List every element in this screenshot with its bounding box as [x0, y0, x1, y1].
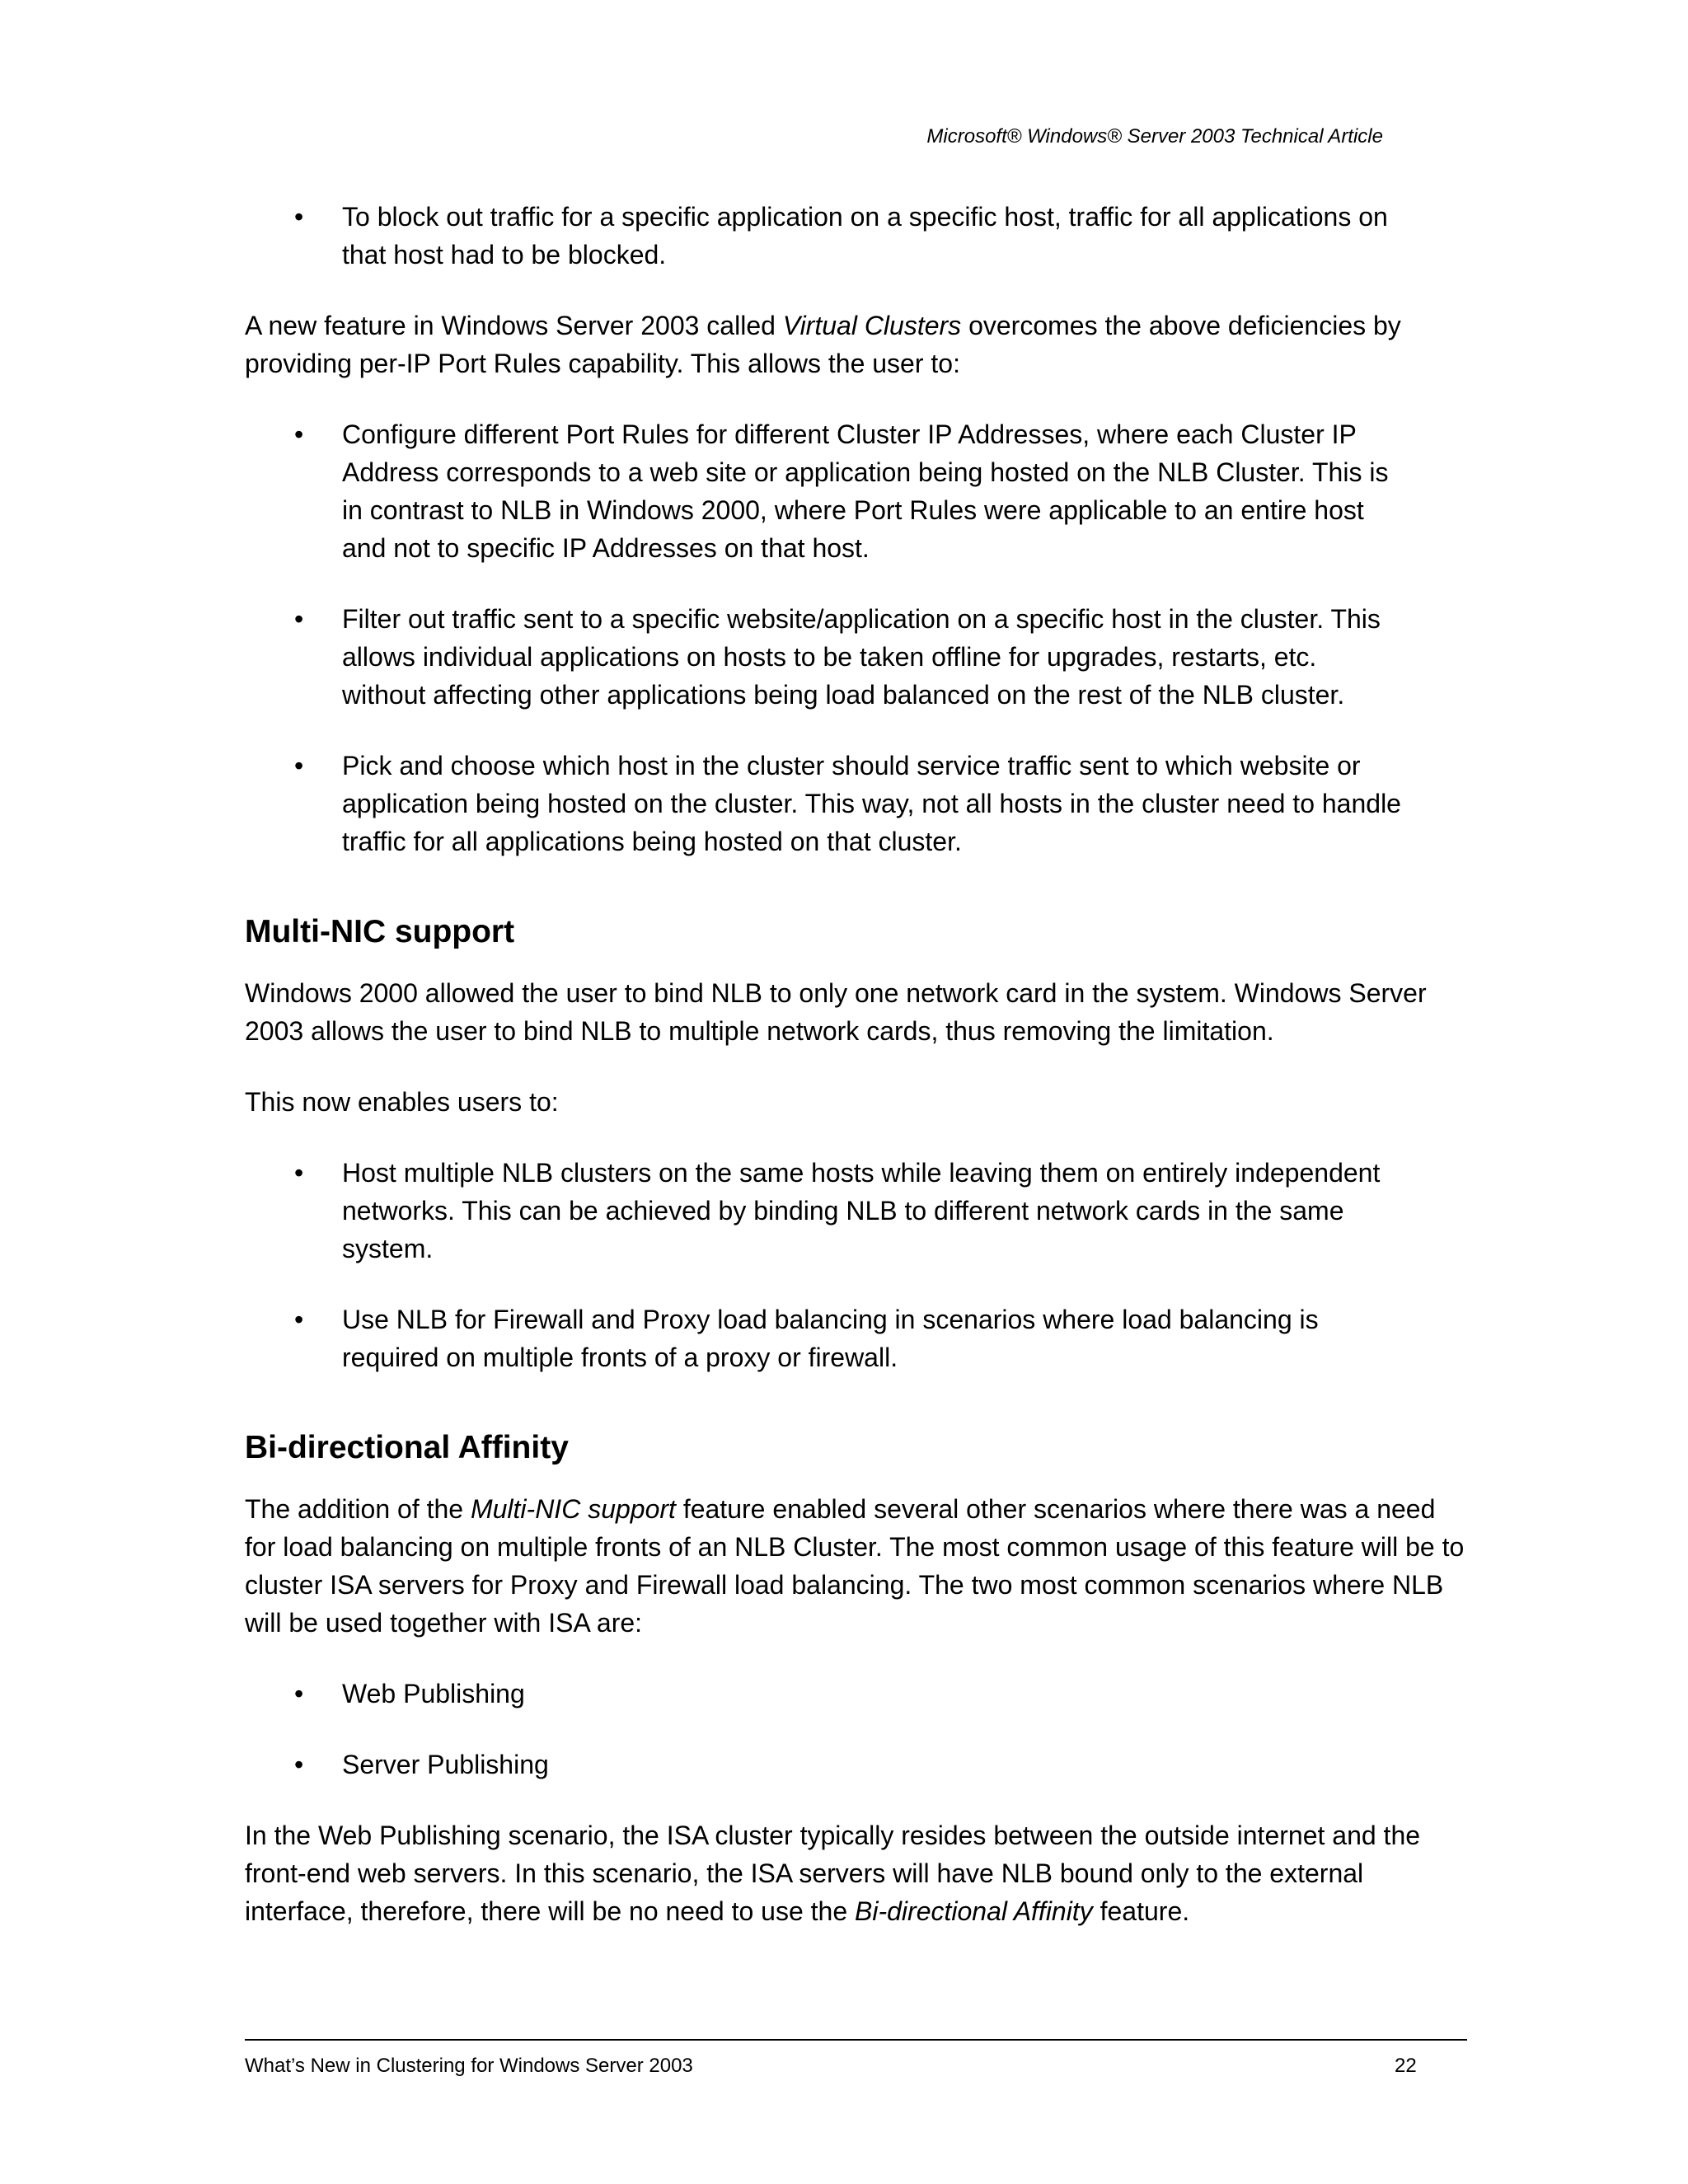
intro-paragraph: [245, 307, 1473, 382]
section-heading-multi-nic: Multi-NIC support: [245, 914, 515, 949]
list-item-text: Server Publishing: [342, 1750, 549, 1779]
bullet-icon: •: [294, 604, 304, 634]
list-item-text: Pick and choose which host in the cluster should service traffic sent to which website or application being hosted on the cluster. This way, not all hosts in the cluster need to handle traffic for all applications being hosted on that cluster.: [342, 751, 1401, 856]
list-item: [245, 198, 1473, 274]
list-item-text: Host multiple NLB clusters on the same hosts while leaving them on entirely independent networks. This can be achieved by binding NLB to different network cards in the same system.: [342, 1158, 1381, 1263]
bullet-icon: •: [294, 1679, 304, 1708]
page-body: [245, 198, 1473, 1963]
list-item-text: Filter out traffic sent to a specific website/application on a specific host in the cluster. This allows individual applications on hosts to be taken offline for upgrades, restarts, etc. without affecting other applications being load balanced on the rest of the NLB cluster.: [342, 604, 1381, 710]
list-item-text: Use NLB for Firewall and Proxy load balancing in scenarios where load balancing is required on multiple fronts of a proxy or firewall.: [342, 1305, 1319, 1372]
bullet-list-virtual-clusters: [245, 415, 1473, 860]
web-text-start: In the Web Publishing scenario, the ISA cluster typically resides between the outside internet and the front-end web servers. In this scenario, the ISA servers will have NLB bound only to the external interface, therefore, there will be no need to use the: [245, 1821, 1421, 1926]
bullet-list-top: [245, 198, 1473, 274]
list-item: [245, 1301, 1473, 1376]
list-item-text: To block out traffic for a specific application on a specific host, traffic for all applications on that host had to be blocked.: [342, 202, 1388, 269]
list-item: [245, 1746, 1473, 1783]
bi-emphasis: Multi-NIC support: [470, 1494, 676, 1524]
bullet-icon: •: [294, 419, 304, 449]
list-item: [245, 415, 1473, 567]
bullet-icon: •: [294, 202, 304, 232]
footer-doc-title: What’s New in Clustering for Windows Server 2003: [245, 2055, 693, 2077]
web-text-end: feature.: [1092, 1896, 1190, 1926]
multi-nic-paragraph: Windows 2000 allowed the user to bind NLB to only one network card in the system. Windows Server 2003 allows the user to bind NLB to multiple network cards, thus removing the limitation.: [245, 978, 1427, 1046]
bullet-icon: •: [294, 751, 304, 780]
intro-text-start: A new feature in Windows Server 2003 called: [245, 311, 783, 340]
list-item: [245, 747, 1473, 860]
multi-nic-lead-in: This now enables users to:: [245, 1087, 559, 1117]
intro-text-end: overcomes the above deficiencies by providing per-IP Port Rules capability. This allows the user to:: [245, 311, 1401, 378]
bullet-icon: •: [294, 1305, 304, 1334]
web-emphasis: Bi-directional Affinity: [855, 1896, 1093, 1926]
bullet-icon: •: [294, 1750, 304, 1779]
list-item: [245, 600, 1473, 714]
bi-text-start: The addition of the: [245, 1494, 471, 1524]
page-number: 22: [1395, 2055, 1417, 2077]
running-header: Microsoft® Windows® Server 2003 Technical Article: [926, 125, 1383, 148]
list-item: [245, 1675, 1473, 1713]
bi-directional-paragraph: [245, 1490, 1473, 1642]
bi-text-end: feature enabled several other scenarios where there was a need for load balancing on multiple fronts of an NLB Cluster. The most common usage of this feature will be to cluster ISA servers for Proxy and Firewall load balancing. The two most common scenarios where NLB will be used together with ISA are:: [245, 1494, 1465, 1638]
section-heading-bi-directional: Bi-directional Affinity: [245, 1430, 569, 1465]
web-publishing-paragraph: [245, 1816, 1473, 1930]
intro-emphasis: Virtual Clusters: [782, 311, 962, 340]
bullet-list-isa-scenarios: [245, 1675, 1473, 1783]
list-item-text: Web Publishing: [342, 1679, 525, 1708]
list-item: [245, 1154, 1473, 1268]
list-item-text: Configure different Port Rules for different Cluster IP Addresses, where each Cluster IP Address corresponds to a web site or application being hosted on the NLB Cluster. This is in contrast to NLB in Windows 2000, where Port Rules were applicable to an entire host and not to specific IP Addresses on that host.: [342, 419, 1389, 563]
footer-divider: [245, 2039, 1467, 2041]
bullet-icon: •: [294, 1158, 304, 1188]
bullet-list-multi-nic: [245, 1154, 1473, 1376]
